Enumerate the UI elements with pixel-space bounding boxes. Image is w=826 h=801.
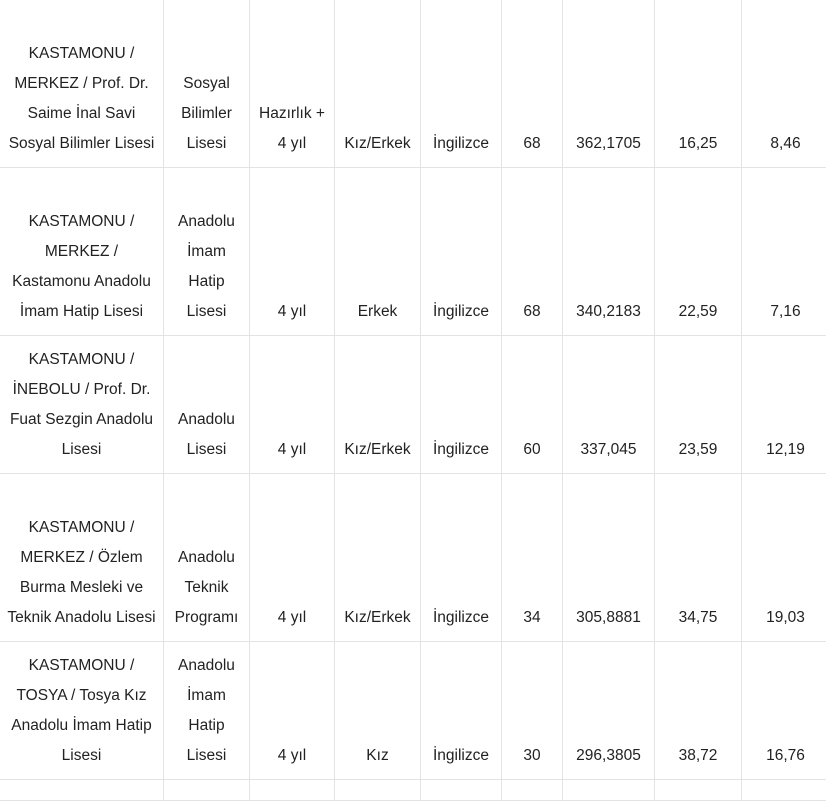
school-type-cell: Anadolu Lisesi <box>164 336 250 474</box>
table-row <box>0 642 826 780</box>
percentile2-cell: 7,16 <box>742 168 826 336</box>
empty-cell <box>335 780 421 801</box>
duration-cell: 4 yıl <box>250 474 335 642</box>
school-type-cell: Sosyal Bilimler Lisesi <box>164 0 250 168</box>
quota-cell: 68 <box>502 0 563 168</box>
quota-cell: 60 <box>502 336 563 474</box>
table-row <box>0 168 826 336</box>
empty-cell <box>250 780 335 801</box>
empty-cell <box>563 780 655 801</box>
percentile2-cell: 8,46 <box>742 0 826 168</box>
school-name-cell: KASTAMONU / TOSYA / Tosya Kız Anadolu İmam Hatip Lisesi <box>0 642 164 780</box>
table-row <box>0 0 826 168</box>
percentile-cell: 34,75 <box>655 474 742 642</box>
language-cell: İngilizce <box>421 642 502 780</box>
gender-cell: Kız <box>335 642 421 780</box>
empty-cell <box>164 780 250 801</box>
duration-cell: 4 yıl <box>250 336 335 474</box>
empty-cell <box>421 780 502 801</box>
gender-cell: Kız/Erkek <box>335 0 421 168</box>
score-cell: 305,8881 <box>563 474 655 642</box>
school-type-cell: Anadolu İmam Hatip Lisesi <box>164 642 250 780</box>
table-row <box>0 780 826 801</box>
percentile-cell: 22,59 <box>655 168 742 336</box>
percentile2-cell: 12,19 <box>742 336 826 474</box>
language-cell: İngilizce <box>421 474 502 642</box>
duration-cell: 4 yıl <box>250 168 335 336</box>
percentile-cell: 23,59 <box>655 336 742 474</box>
school-type-cell: Anadolu İmam Hatip Lisesi <box>164 168 250 336</box>
quota-cell: 30 <box>502 642 563 780</box>
score-cell: 296,3805 <box>563 642 655 780</box>
empty-cell <box>0 780 164 801</box>
gender-cell: Erkek <box>335 168 421 336</box>
quota-cell: 68 <box>502 168 563 336</box>
quota-cell: 34 <box>502 474 563 642</box>
percentile2-cell: 19,03 <box>742 474 826 642</box>
school-name-cell: KASTAMONU / İNEBOLU / Prof. Dr. Fuat Sezgin Anadolu Lisesi <box>0 336 164 474</box>
percentile-cell: 16,25 <box>655 0 742 168</box>
empty-cell <box>502 780 563 801</box>
score-cell: 362,1705 <box>563 0 655 168</box>
language-cell: İngilizce <box>421 336 502 474</box>
school-name-cell: KASTAMONU / MERKEZ / Prof. Dr. Saime İnal Savi Sosyal Bilimler Lisesi <box>0 0 164 168</box>
duration-cell: Hazırlık + 4 yıl <box>250 0 335 168</box>
school-name-cell: KASTAMONU / MERKEZ / Özlem Burma Mesleki ve Teknik Anadolu Lisesi <box>0 474 164 642</box>
duration-cell: 4 yıl <box>250 642 335 780</box>
table-row <box>0 474 826 642</box>
score-cell: 340,2183 <box>563 168 655 336</box>
empty-cell <box>655 780 742 801</box>
school-name-cell: KASTAMONU / MERKEZ / Kastamonu Anadolu İmam Hatip Lisesi <box>0 168 164 336</box>
table-row <box>0 336 826 474</box>
gender-cell: Kız/Erkek <box>335 474 421 642</box>
percentile2-cell: 16,76 <box>742 642 826 780</box>
percentile-cell: 38,72 <box>655 642 742 780</box>
school-type-cell: Anadolu Teknik Programı <box>164 474 250 642</box>
score-cell: 337,045 <box>563 336 655 474</box>
empty-cell <box>742 780 826 801</box>
language-cell: İngilizce <box>421 168 502 336</box>
gender-cell: Kız/Erkek <box>335 336 421 474</box>
language-cell: İngilizce <box>421 0 502 168</box>
